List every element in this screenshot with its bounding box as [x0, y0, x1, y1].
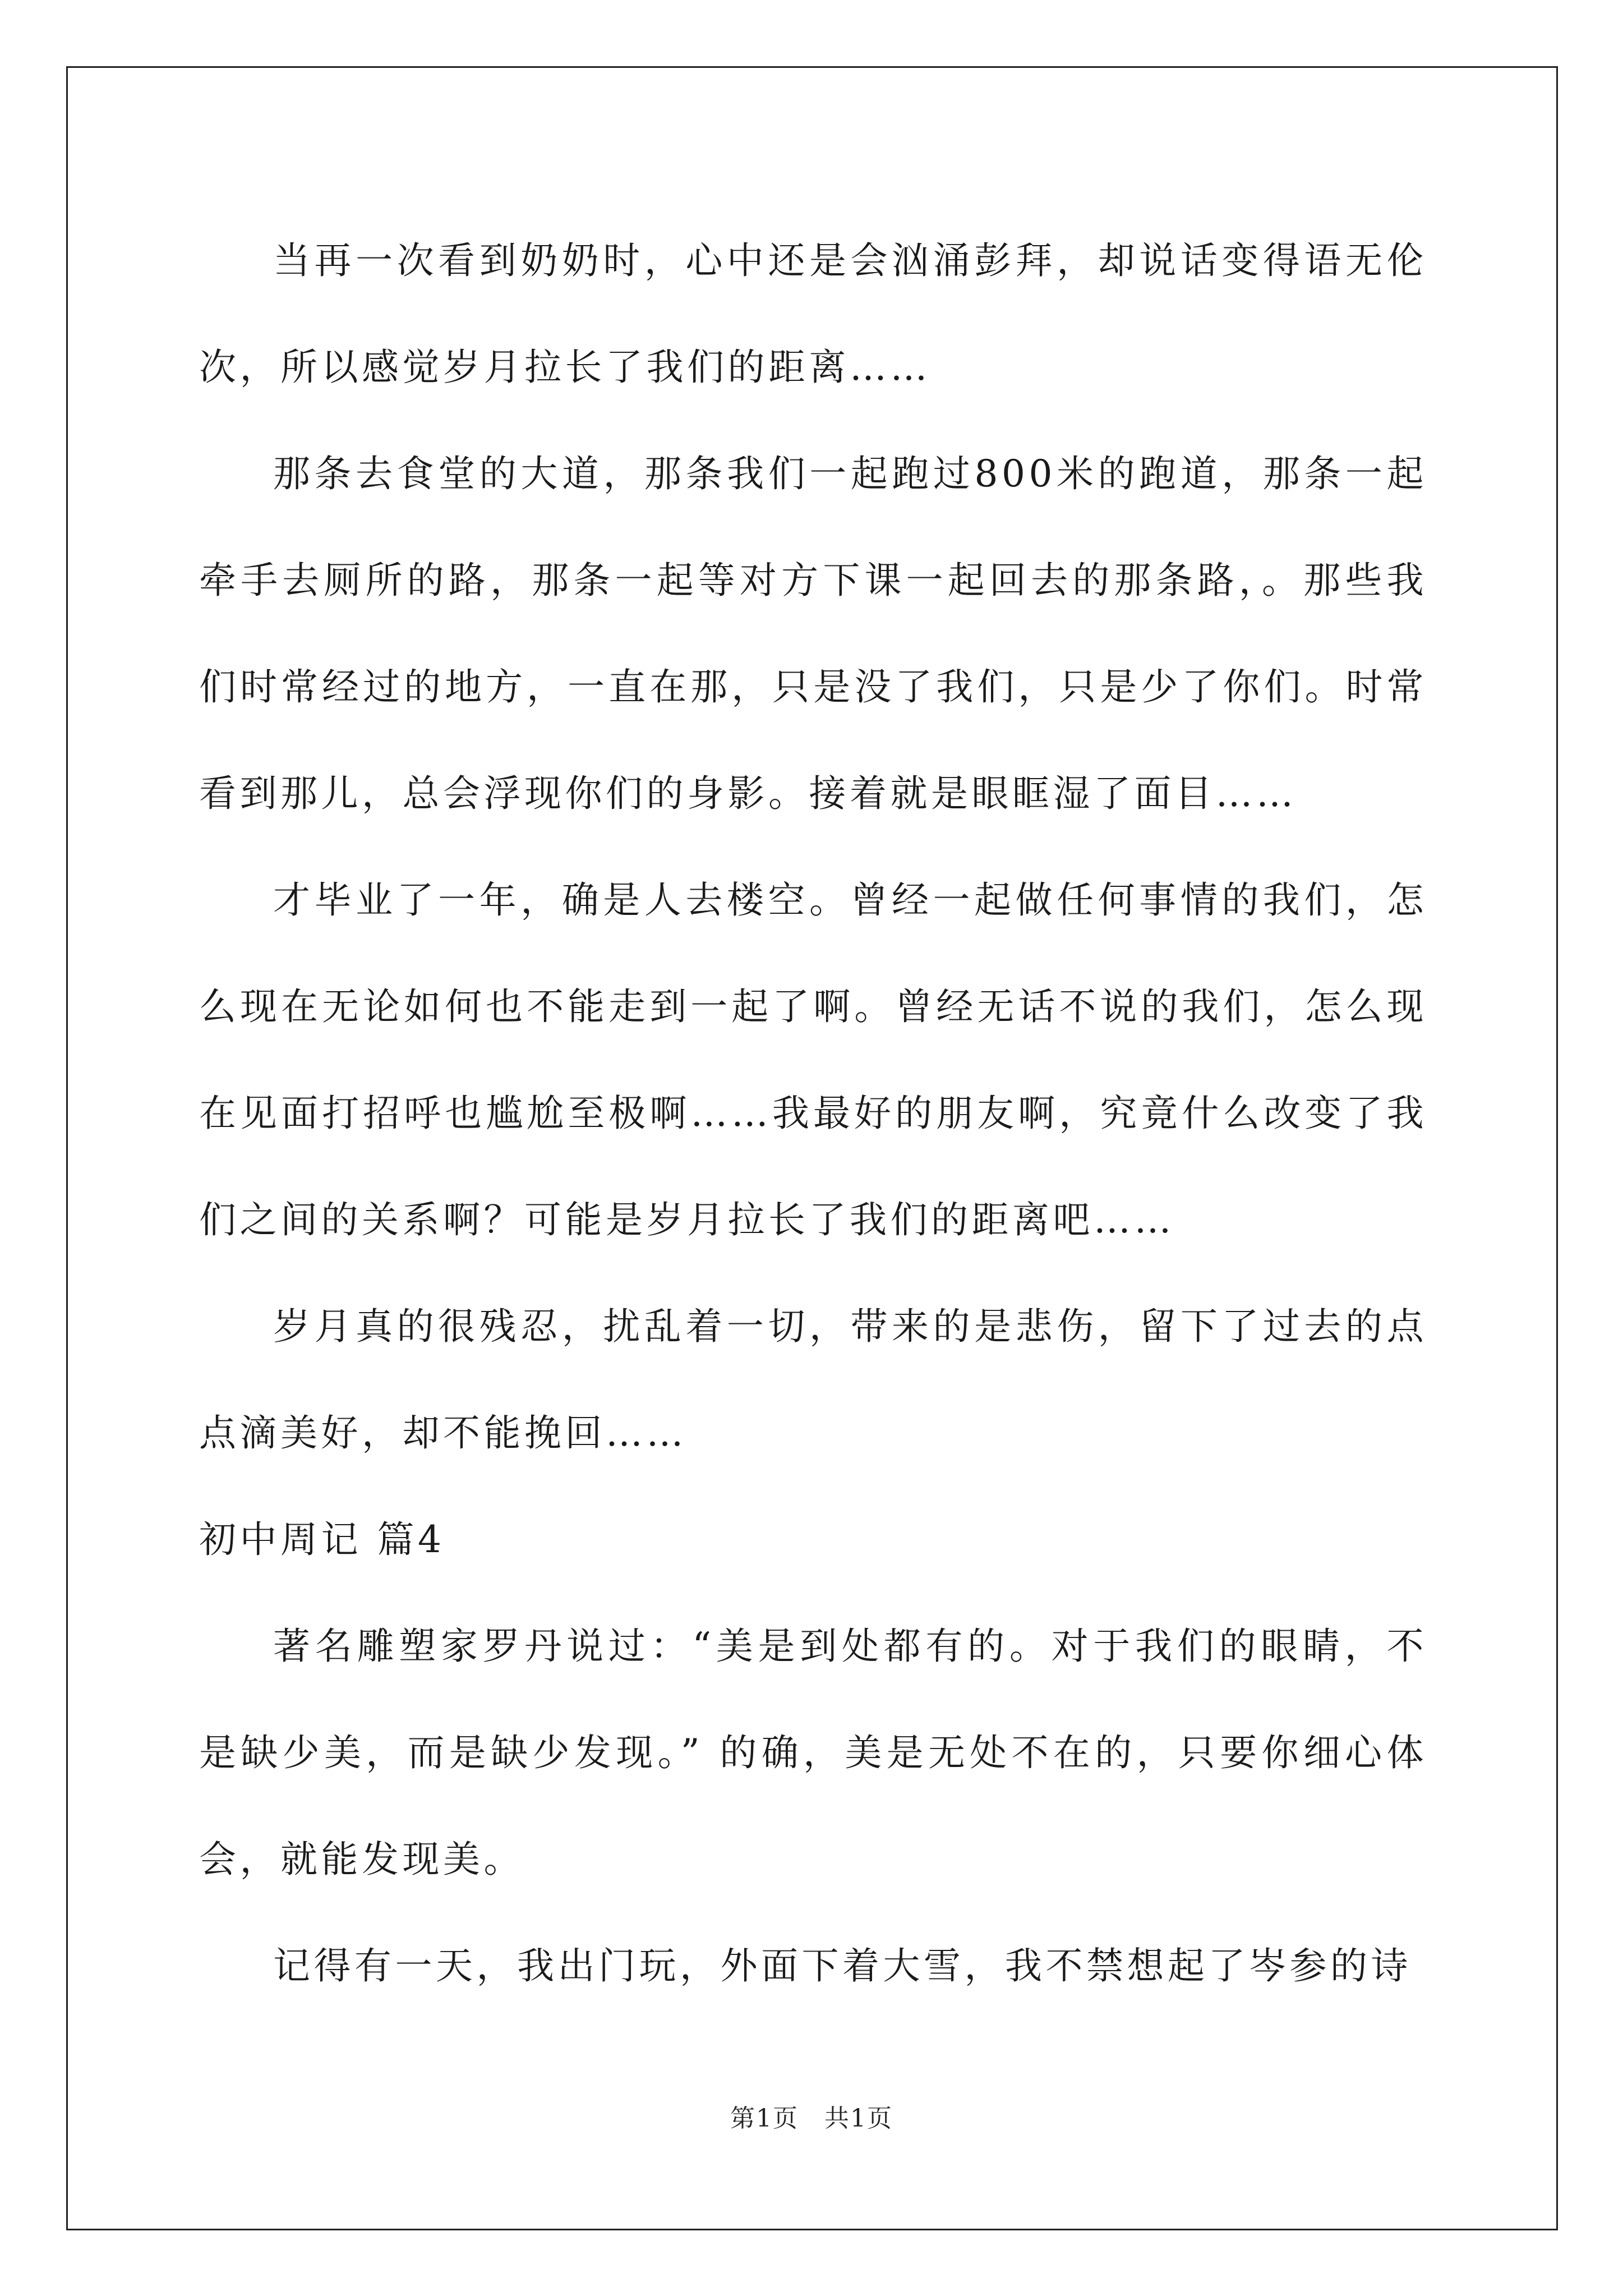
paragraph-5: 著名雕塑家罗丹说过：“美是到处都有的。对于我们的眼睛，不是缺少美，而是缺少发现。” 的确，美是无处不在的，只要你细心体会，就能发现美。 — [199, 1625, 1427, 1881]
section-heading: 初中周记 篇4 — [199, 1518, 445, 1561]
paragraph-3: 才毕业了一年，确是人去楼空。曾经一起做任何事情的我们，怎么现在无论如何也不能走到一起了啊。曾经无话不说的我们，怎么现在见面打招呼也尴尬至极啊……我最好的朋友啊，究竟什么改变了我们之间的关系啊？可能是岁月拉长了我们的距离吧…… — [199, 878, 1427, 1241]
page-footer: 第1页 共1页 — [730, 2104, 893, 2133]
paragraph-1: 当再一次看到奶奶时，心中还是会汹涌彭拜，却说话变得语无伦次，所以感觉岁月拉长了我们的距离…… — [199, 239, 1427, 389]
document-body — [199, 208, 1427, 2019]
paragraph-6: 记得有一天，我出门玩，外面下着大雪，我不禁想起了岑参的诗 — [273, 1944, 1412, 1987]
paragraph-2: 那条去食堂的大道，那条我们一起跑过800米的跑道，那条一起牵手去厕所的路，那条一起等对方下课一起回去的那条路，。那些我们时常经过的地方，一直在那，只是没了我们，只是少了你们。时常看到那儿，总会浮现你们的身影。接着就是眼眶湿了面目…… — [199, 452, 1427, 815]
paragraph-4: 岁月真的很残忍，扰乱着一切，带来的是悲伤，留下了过去的点点滴美好，却不能挽回…… — [199, 1305, 1427, 1455]
